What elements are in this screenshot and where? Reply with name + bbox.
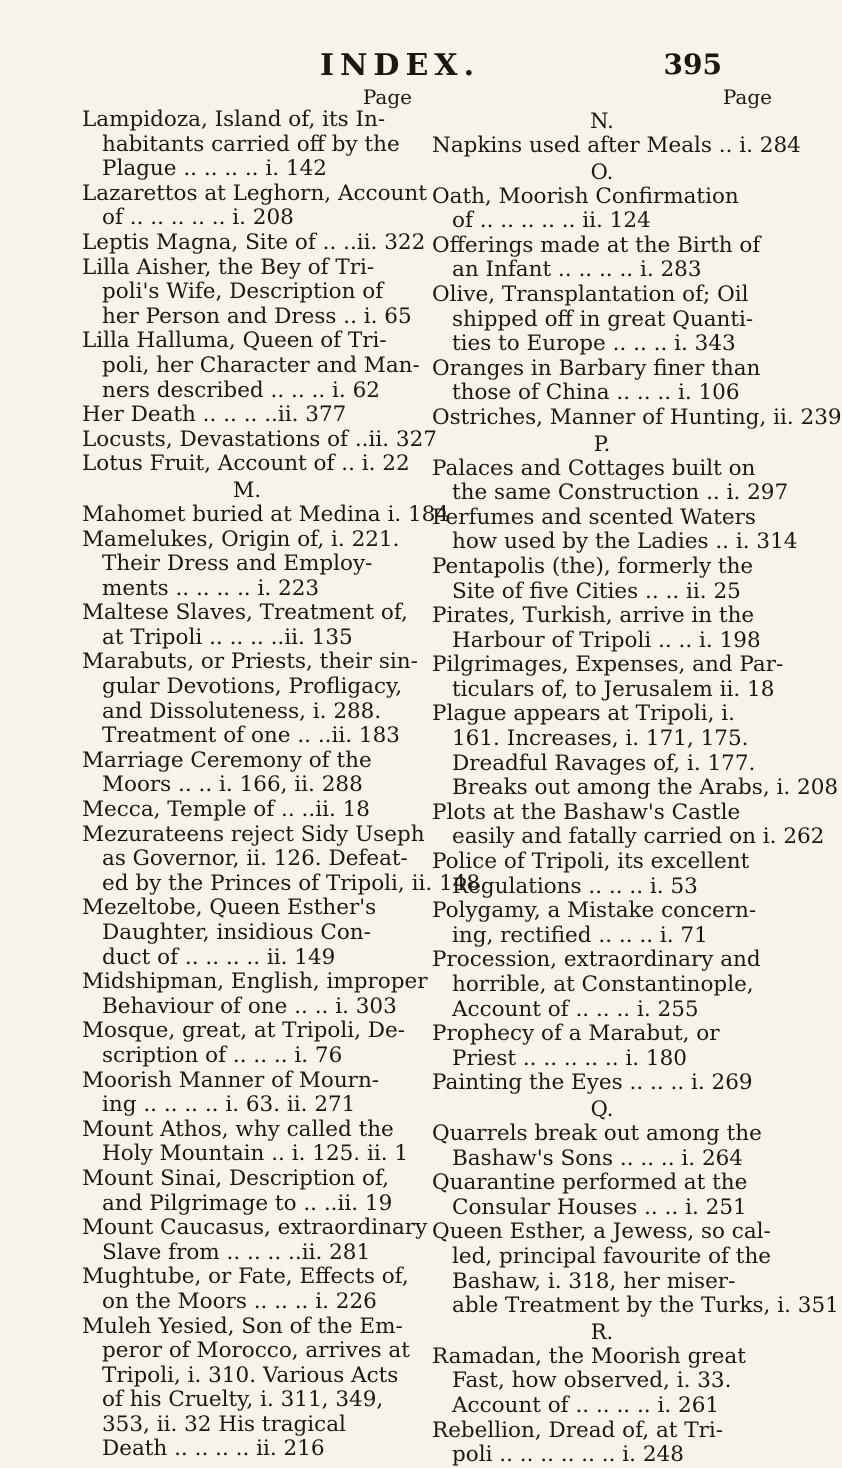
index-entry-line: her Person and Dress .. i. 65 (102, 303, 412, 329)
index-entry-line: Lilla Aisher, the Bey of Tri- (82, 254, 375, 280)
running-title: INDEX. (319, 48, 481, 83)
index-entry-line: Police of Tripoli, its excellent (432, 849, 750, 875)
index-entry-line: Lazarettos at Leghorn, Account (82, 180, 427, 206)
index-entry-line: Palaces and Cottages built on (432, 455, 756, 481)
index-entry-line: on the Moors .. .. .. i. 226 (102, 1288, 377, 1314)
index-entry (82, 1215, 428, 1265)
index-entry-line: Marriage Ceremony of the (82, 747, 372, 773)
index-entry-line: Priest .. .. .. .. .. i. 180 (452, 1045, 687, 1071)
page-column-label: Page (722, 85, 772, 109)
index-entry (82, 1069, 412, 1118)
index-entry-line: Mecca, Temple of .. ..ii. 18 (82, 797, 370, 823)
index-entry-line: Fast, how observed, i. 33. (452, 1368, 732, 1394)
index-entry-line: poli's Wife, Description of (102, 279, 384, 305)
index-entry-line: those of China .. .. .. i. 106 (452, 380, 740, 406)
index-entry-line: ticulars of, to Jerusalem ii. 18 (452, 676, 775, 702)
index-entry-line: at Tripoli .. .. .. ..ii. 135 (102, 624, 353, 650)
index-entry-line: Holy Mountain .. i. 125. ii. 1 (102, 1141, 409, 1167)
index-entry-line: Plots at the Bashaw's Castle (432, 799, 741, 825)
index-entry-line: poli .. .. .. .. .. .. i. 248 (452, 1442, 684, 1468)
index-entry-line: of his Cruelty, i. 311, 349, (102, 1387, 384, 1413)
index-entry-line: Rebellion, Dread of, at Tri- (432, 1417, 723, 1443)
index-entry-line: Oath, Moorish Confirmation (432, 183, 739, 209)
index-entry-line: Treatment of one .. ..ii. 183 (102, 723, 400, 749)
index-entry-line: Breaks out among the Arabs, i. 208 (452, 775, 839, 801)
index-entry-line: Bashaw's Sons .. .. .. i. 264 (452, 1145, 743, 1171)
index-entry-line: peror of Morocco, arrives at (102, 1338, 410, 1364)
index-entry-line: Death .. .. .. .. ii. 216 (102, 1436, 325, 1462)
section-letter: Q. (590, 1096, 614, 1121)
index-entry-line: ing .. .. .. .. i. 63. ii. 271 (102, 1092, 356, 1118)
section-letter: P. (593, 431, 611, 456)
index-entry-line: Plague .. .. .. .. i. 142 (102, 156, 327, 182)
index-entry (82, 328, 420, 403)
index-entry-line: Mezurateens reject Sidy Useph (82, 821, 425, 847)
index-entry-line: Account of .. .. .. i. 255 (452, 996, 699, 1022)
index-entry-line: Olive, Transplantation of; Oil (432, 281, 749, 307)
index-entry (432, 555, 772, 604)
index-entry-line: Plague appears at Tripoli, i. (432, 701, 735, 727)
index-entry (432, 1022, 772, 1071)
index-entry (432, 850, 772, 899)
index-entry-line: Moors .. .. i. 166, ii. 288 (102, 772, 363, 798)
index-entry-line: Mughtube, or Fate, Effects of, (82, 1264, 409, 1290)
index-entry-line: able Treatment by the Turks, i. 351 (452, 1293, 839, 1319)
index-entry (432, 234, 772, 283)
section-letter: N. (590, 109, 614, 133)
index-entry-line: 353, ii. 32 His tragical (102, 1411, 346, 1437)
index-column-left (82, 85, 481, 1462)
index-entry-line: Quarantine performed at the (432, 1170, 748, 1196)
index-entry-line: Pilgrimages, Expenses, and Par- (432, 652, 784, 678)
index-entry-line: Pentapolis (the), formerly the (432, 553, 754, 579)
index-entry-line: Her Death .. .. .. ..ii. 377 (82, 402, 347, 428)
index-entry (432, 899, 772, 948)
index-entry-line: Prophecy of a Marabut, or (432, 1021, 720, 1047)
index-entry (82, 528, 412, 602)
index-entry-line: Mahomet buried at Medina i. 184 (82, 501, 450, 527)
index-entry (82, 501, 450, 528)
index-entry (432, 604, 772, 653)
index-entry-line: horrible, at Constantinople, (452, 972, 754, 997)
index-entry (432, 701, 839, 801)
index-column-right (432, 85, 842, 1468)
index-entry-line: as Governor, ii. 126. Defeat- (102, 846, 408, 872)
index-entry (82, 256, 412, 330)
index-entry-line: Moorish Manner of Mourn- (82, 1067, 380, 1093)
index-entry-line: Lotus Fruit, Account of .. i. 22 (82, 451, 410, 477)
index-entry-line: Lilla Halluma, Queen of Tri- (82, 328, 387, 354)
index-entry-line: Behaviour of one .. .. i. 303 (102, 993, 397, 1019)
index-entry (82, 821, 481, 897)
index-entry (432, 357, 772, 406)
index-entry-line: Their Dress and Employ- (102, 551, 373, 577)
index-entry-line: led, principal favourite of the (452, 1243, 772, 1269)
index-entry (82, 426, 437, 453)
page-number: 395 (663, 48, 722, 81)
index-entry (82, 403, 412, 428)
index-entry-line: easily and fatally carried on i. 262 (452, 824, 825, 850)
index-entry-line: Pirates, Turkish, arrive in the (432, 603, 755, 629)
index-entry (432, 133, 801, 159)
index-entry-line: Mamelukes, Origin of, i. 221. (82, 526, 400, 552)
page-column-label: Page (362, 85, 412, 109)
index-entry (82, 180, 427, 231)
index-entry-line: Maltese Slaves, Treatment of, (82, 600, 408, 626)
index-entry (432, 1345, 772, 1419)
index-entry-line: gular Devotions, Profligacy, (102, 674, 403, 700)
index-entry-line: Lampidoza, Island of, its In- (82, 107, 386, 132)
index-entry-line: Procession, extraordinary and (432, 947, 761, 973)
index-entry-line: an Infant .. .. .. .. i. 283 (452, 257, 702, 283)
index-entry (82, 1118, 412, 1167)
index-entry-line: Tripoli, i. 310. Various Acts (102, 1362, 399, 1388)
index-entry (432, 1419, 772, 1468)
index-entry (82, 969, 428, 1019)
index-entry-line: Offerings made at the Birth of (432, 232, 761, 258)
index-entry-line: and Pilgrimage to .. ..ii. 19 (102, 1190, 393, 1216)
index-entry-line: of .. .. .. .. .. i. 208 (102, 205, 294, 231)
index-entry (82, 1265, 412, 1314)
index-entry-line: Site of five Cities .. .. ii. 25 (452, 578, 741, 604)
index-entry-line: duct of .. .. .. .. ii. 149 (102, 944, 336, 970)
section-letter: M. (232, 477, 262, 502)
index-entry (82, 108, 412, 182)
index-entry-line: Muleh Yesied, Son of the Em- (82, 1313, 403, 1339)
index-entry-line: Ostriches, Manner of Hunting, ii. 239 (432, 404, 842, 430)
index-entry-line: Ramadan, the Moorish great (432, 1343, 746, 1369)
section-letter: O. (590, 159, 614, 184)
index-entry-line: the same Construction .. i. 297 (452, 480, 789, 506)
index-entry-line: Mount Sinai, Description of, (82, 1165, 390, 1191)
index-entry-line: poli, her Character and Man- (102, 352, 420, 378)
index-entry (432, 283, 772, 357)
index-entry-line: ing, rectified .. .. .. i. 71 (452, 922, 708, 948)
index-entry (82, 649, 418, 749)
index-entry-line: Daughter, insidious Con- (102, 920, 371, 945)
index-entry-line: Mount Caucasus, extraordinary (82, 1215, 428, 1241)
index-entry (82, 1167, 412, 1216)
index-entry-line: Quarrels break out among the (432, 1120, 762, 1146)
index-entry (82, 749, 412, 798)
index-entry (432, 455, 789, 506)
index-entry-line: Oranges in Barbary finer than (432, 355, 761, 381)
page-header (0, 48, 800, 88)
index-entry-line: ments .. .. .. .. i. 223 (102, 575, 320, 601)
index-entry-line: of .. .. .. .. .. ii. 124 (452, 208, 651, 234)
index-entry-line: habitants carried off by the (102, 131, 400, 157)
index-entry (82, 1315, 412, 1463)
index-entry (82, 1019, 412, 1068)
index-entry (432, 1071, 772, 1096)
index-entry (432, 652, 784, 702)
index-entry-line: Marabuts, or Priests, their sin- (82, 649, 418, 675)
index-entry-line: ties to Europe .. .. .. i. 343 (452, 331, 736, 357)
index-entry-line: Harbour of Tripoli .. .. i. 198 (452, 627, 761, 653)
index-entry-line: Napkins used after Meals .. i. 284 (432, 133, 801, 158)
index-entry-line: Polygamy, a Mistake concern- (432, 898, 757, 924)
index-entry-line: scription of .. .. .. i. 76 (102, 1042, 343, 1068)
section-letter: R. (590, 1319, 614, 1344)
index-entry (432, 1219, 839, 1319)
index-entry-line: Mount Athos, why called the (82, 1116, 394, 1142)
index-entry-line: 161. Increases, i. 171, 175. (452, 726, 749, 752)
index-entry (82, 452, 412, 477)
index-entry-line: Perfumes and scented Waters (432, 504, 756, 530)
index-entry-line: Regulations .. .. .. i. 53 (452, 873, 698, 899)
index-entry-line: Account of .. .. .. .. i. 261 (452, 1392, 720, 1418)
index-entry (432, 404, 842, 431)
index-entry-line: how used by the Ladies .. i. 314 (452, 529, 798, 555)
index-entry-line: Midshipman, English, improper (82, 969, 428, 995)
index-entry-line: Consular Houses .. .. i. 251 (452, 1194, 747, 1220)
index-entry-line: Queen Esther, a Jewess, so cal- (432, 1219, 771, 1245)
index-entry-line: ners described .. .. .. i. 62 (102, 377, 380, 403)
index-entry (432, 504, 798, 555)
index-entry-line: shipped off in great Quanti- (452, 306, 754, 332)
index-entry (82, 601, 412, 650)
index-entry-line: and Dissoluteness, i. 288. (102, 698, 382, 724)
index-entry-line: Bashaw, i. 318, her miser- (452, 1268, 736, 1294)
index-entry (432, 799, 825, 850)
index-entry (432, 185, 772, 234)
index-entry-line: ed by the Princes of Tripoli, ii. 148 (102, 870, 481, 896)
index-entry (82, 896, 412, 970)
index-entry (432, 1122, 772, 1171)
index-entry-line: Painting the Eyes .. .. .. i. 269 (432, 1070, 753, 1096)
index-entry-line: Leptis Magna, Site of .. ..ii. 322 (82, 229, 426, 255)
index-entry (432, 948, 772, 1022)
index-entry (432, 1171, 772, 1220)
index-entry-line: Locusts, Devastations of ..ii. 327 (82, 426, 437, 452)
index-entry-line: Slave from .. .. .. ..ii. 281 (102, 1239, 371, 1265)
index-entry-line: Mosque, great, at Tripoli, De- (82, 1018, 406, 1044)
index-entry (82, 798, 412, 823)
index-entry-line: Mezeltobe, Queen Esther's (82, 895, 377, 921)
index-entry-line: Dreadful Ravages of, i. 177. (452, 750, 756, 776)
index-entry (82, 229, 426, 256)
